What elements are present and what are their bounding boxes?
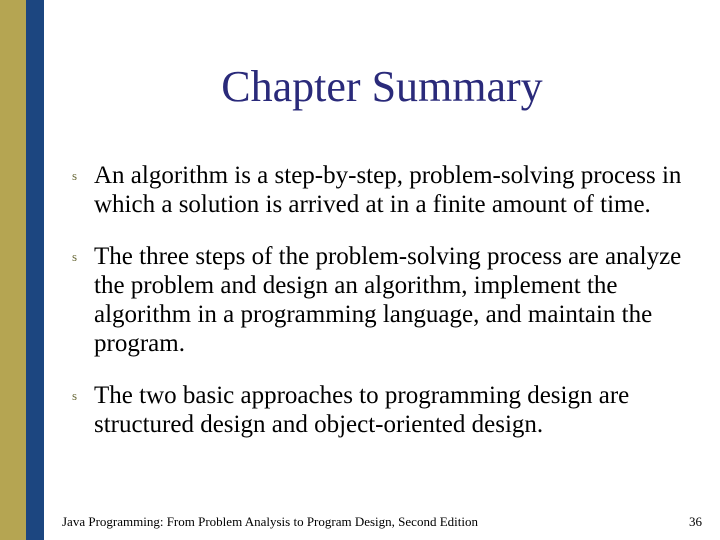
bullet-item — [72, 242, 712, 358]
bullet-text: The two basic approaches to programming design are structured design and object-oriented design. — [94, 382, 630, 438]
bullet-item — [72, 161, 712, 219]
slide-title: Chapter Summary — [221, 62, 543, 111]
bullet-item — [72, 381, 712, 439]
decorative-stripe-olive — [0, 0, 26, 540]
footer-text: Java Programming: From Problem Analysis to Program Design, Second Edition — [62, 514, 478, 529]
bullet-text: An algorithm is a step-by-step, problem-solving process in which a solution is arrived at in a finite amount of time. — [94, 162, 682, 218]
bullet-marker-icon: s — [72, 168, 78, 183]
bullet-list — [72, 161, 712, 462]
bullet-text: The three steps of the problem-solving process are analyze the problem and design an algorithm, implement the algorithm in a programming language, and maintain the program. — [94, 243, 682, 357]
bullet-marker-icon: s — [72, 249, 78, 264]
page-number: 36 — [689, 514, 702, 529]
decorative-stripe-navy — [26, 0, 44, 540]
bullet-marker-icon: s — [72, 388, 78, 403]
